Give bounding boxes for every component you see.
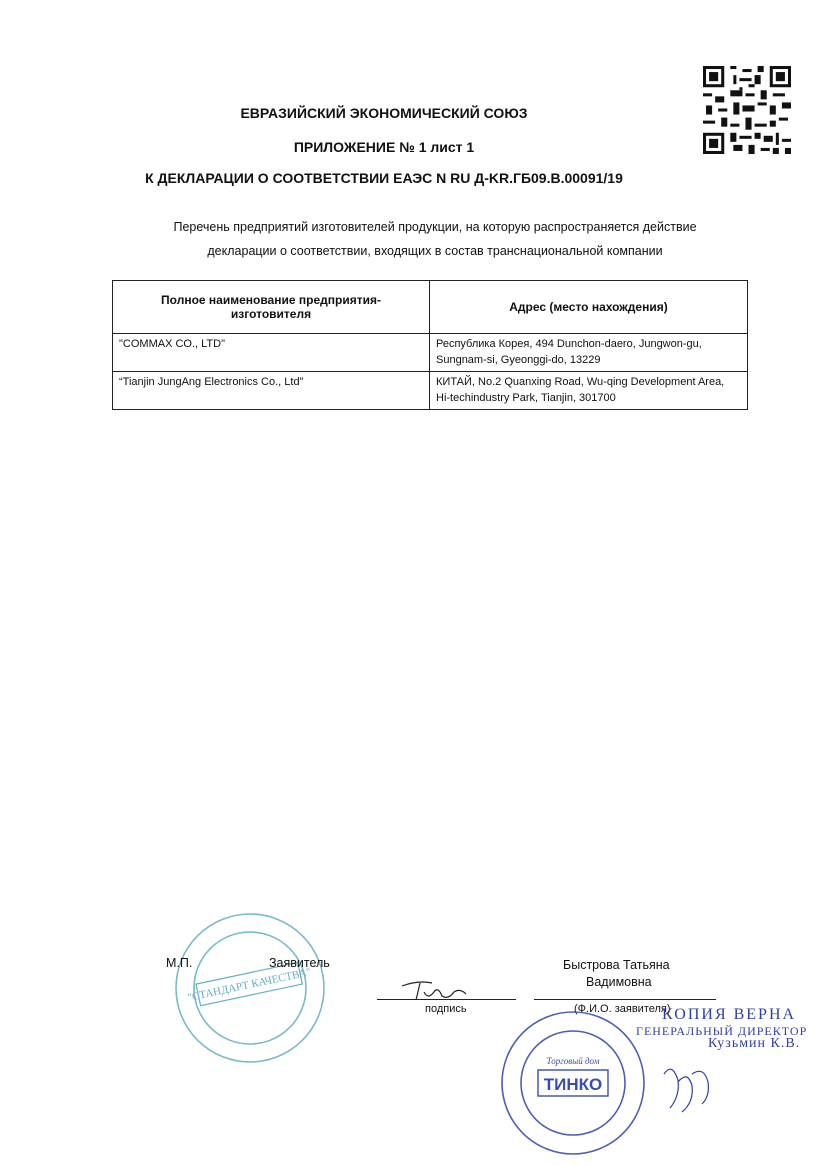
svg-text:"СТАНДАРТ КАЧЕСТВА": "СТАНДАРТ КАЧЕСТВА" (186, 966, 313, 1004)
address-line: Hi-techindustry Park, Tianjin, 301700 (436, 392, 616, 404)
table-header-row (113, 281, 748, 334)
address-line: КИТАЙ, No.2 Quanxing Road, Wu-qing Development Area, (436, 376, 725, 388)
address-line: Республика Корея, 494 Dunchon-daero, Jungwon-gu, (436, 338, 702, 350)
svg-text:Торговый дом: Торговый дом (546, 1056, 600, 1066)
intro-line-2: декларации о соответствии, входящих в состав транснациональной компании (207, 244, 663, 258)
intro-line-1: Перечень предприятий изготовителей продукции, на которую распространяется действие (173, 220, 697, 234)
manufacturer-name: "COMMAX CO., LTD" (113, 334, 430, 372)
signature-line (377, 999, 516, 1000)
copy-certified-mark: КОПИЯ ВЕРНА (662, 1006, 797, 1023)
manufacturers-table (112, 280, 748, 410)
copy-certified-position: ГЕНЕРАЛЬНЫЙ ДИРЕКТОР (636, 1024, 808, 1038)
column-header-name: Полное наименование предприятия-изготовителя (113, 281, 430, 334)
name-caption: (Ф.И.О. заявителя) (574, 1003, 671, 1015)
address-line: Sungnam-si, Gyeonggi-do, 13229 (436, 354, 601, 366)
union-title: ЕВРАЗИЙСКИЙ ЭКОНОМИЧЕСКИЙ СОЮЗ (240, 105, 528, 121)
appendix-title: ПРИЛОЖЕНИЕ № 1 лист 1 (293, 139, 475, 155)
manufacturer-address (430, 372, 748, 410)
name-line (534, 999, 716, 1000)
manufacturer-name: “Tianjin JungAng Electronics Co., Ltd” (113, 372, 430, 410)
declaration-title: К ДЕКЛАРАЦИИ О СООТВЕТСТВИИ ЕАЭС N RU Д-KR.ГБ09.В.00091/19 (145, 170, 623, 186)
director-handwritten-signature (652, 1052, 722, 1122)
trading-house-seal-stamp (498, 1008, 648, 1158)
column-header-address: Адрес (место нахождения) (430, 281, 748, 334)
svg-text:ТИНКО: ТИНКО (543, 1075, 603, 1094)
table-row (113, 334, 748, 372)
company-seal-stamp (172, 910, 328, 1066)
copy-certified-name: Кузьмин К.В. (708, 1036, 801, 1051)
handwritten-signature (398, 978, 470, 1004)
signature-caption: подпись (425, 1003, 467, 1015)
applicant-label: Заявитель (269, 956, 330, 970)
applicant-name-line-2: Вадимовна (586, 975, 652, 989)
manufacturer-address (430, 334, 748, 372)
table-row (113, 372, 748, 410)
qr-code-icon (703, 66, 791, 154)
mp-label: М.П. (166, 956, 193, 970)
applicant-name-line-1: Быстрова Татьяна (563, 958, 670, 972)
